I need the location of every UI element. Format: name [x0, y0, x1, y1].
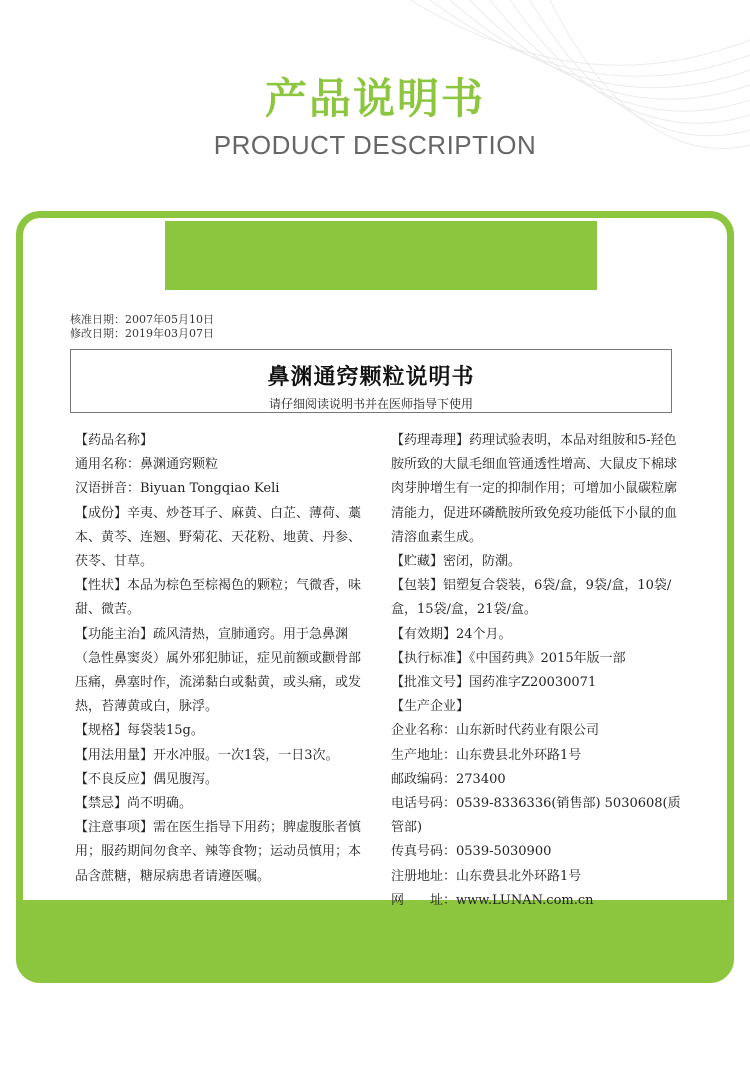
entry-label: 【包装】	[391, 578, 444, 594]
entry-text: 药理试验表明，本品对组胺和5-羟色胺所致的大鼠毛细血管通透性增高、大鼠皮下棉球肉芽肿增生有一定的抑制作用；可增加小鼠碳粒廓清能力，促进环磷酰胺所致免疫功能低下小鼠的血清溶血素生成。	[391, 433, 678, 545]
entry-text: 铝塑复合袋装，6袋/盒，9袋/盒，10袋/盒，15袋/盒，21袋/盒。	[391, 578, 672, 618]
entry-label: 【性状】	[75, 578, 128, 594]
entry-label: 【规格】	[75, 723, 128, 739]
entry-label: 【禁忌】	[75, 796, 128, 812]
entry-text: 尚不明确。	[127, 796, 193, 812]
entry-text: 开水冲服。一次1袋，一日3次。	[153, 747, 339, 763]
entry-label: 【有效期】	[391, 626, 457, 642]
entry-text: 邮政编码：273400	[391, 771, 506, 787]
entry-pinyin	[75, 477, 365, 501]
entry-description	[75, 574, 365, 622]
entry-manufacturer	[391, 695, 683, 719]
entry-contraindications	[75, 792, 365, 816]
entry-text: 国药准字Z20030071	[469, 675, 597, 691]
entry-packaging	[391, 574, 683, 622]
entry-text: 辛夷、炒苍耳子、麻黄、白芷、薄荷、藁本、黄芩、连翘、野菊花、天花粉、地黄、丹参、茯苓、甘草。	[75, 505, 362, 570]
usage-notice: 请仔细阅读说明书并在医师指导下使用	[268, 397, 473, 411]
entry-label: 【执行标准】	[391, 650, 470, 666]
entry-fax	[391, 840, 683, 864]
entry-text: 企业名称：山东新时代药业有限公司	[391, 723, 600, 739]
entry-label: 【药理毒理】	[391, 433, 470, 448]
entry-text: 通用名称：鼻渊通窍颗粒	[75, 457, 219, 473]
entry-text: 电话号码：0539-8336336(销售部) 5030608(质管部)	[391, 796, 681, 836]
entry-label: 【用法用量】	[75, 747, 154, 763]
entry-text: 网 址：www.LUNAN.com.cn	[391, 892, 594, 908]
revision-date: 修改日期：2019年03月07日	[70, 327, 214, 340]
entry-drug-name	[75, 429, 365, 453]
entry-company-name	[391, 719, 683, 743]
entry-text: 传真号码：0539-5030900	[391, 844, 552, 860]
entry-label: 【成份】	[75, 505, 128, 521]
approval-date: 核准日期：2007年05月10日	[70, 313, 214, 326]
entry-storage	[391, 550, 683, 574]
entry-specification	[75, 719, 365, 743]
entry-label: 【药品名称】	[75, 433, 154, 448]
header-tab	[165, 221, 597, 290]
approval-dates	[70, 313, 214, 341]
entry-text: 生产地址：山东费县北外环路1号	[391, 747, 582, 763]
document-title: 鼻渊通窍颗粒说明书	[267, 365, 475, 390]
entry-text: 《中国药典》2015年版一部	[469, 650, 626, 666]
entry-label: 【注意事项】	[75, 820, 154, 836]
entry-text: 每袋装15g。	[127, 723, 204, 739]
left-column	[75, 429, 365, 889]
entry-text: 偶见腹泻。	[153, 771, 219, 787]
entry-approval-number	[391, 671, 683, 695]
entry-label: 【不良反应】	[75, 771, 154, 787]
entry-text: 汉语拼音：Biyuan Tongqiao Keli	[75, 481, 280, 497]
entry-precautions	[75, 816, 365, 889]
page-subtitle: PRODUCT DESCRIPTION	[213, 130, 537, 160]
entry-ingredients	[75, 502, 365, 575]
entry-text: 密闭，防潮。	[443, 554, 522, 570]
entry-production-address	[391, 744, 683, 768]
entry-website	[391, 889, 683, 913]
entry-phone	[391, 792, 683, 840]
entry-shelf-life	[391, 623, 683, 647]
entry-label: 【贮藏】	[391, 554, 444, 570]
page-title: 产品说明书	[264, 74, 485, 123]
entry-text: 24个月。	[456, 626, 512, 642]
entry-label: 【功能主治】	[75, 626, 154, 642]
entry-text: 注册地址：山东费县北外环路1号	[391, 868, 582, 884]
right-column	[391, 429, 683, 913]
entry-indications	[75, 623, 365, 720]
entry-adverse-reactions	[75, 768, 365, 792]
entry-registered-address	[391, 865, 683, 889]
entry-label: 【批准文号】	[391, 675, 470, 691]
entry-standard	[391, 647, 683, 671]
entry-text: 疏风清热，宣肺通窍。用于急鼻渊（急性鼻窦炎）属外邪犯肺证，症见前额或颧骨部压痛，鼻塞时作，流涕黏白或黏黄，或头痛，或发热，苔薄黄或白，脉浮。	[75, 626, 362, 715]
entry-text: 本品为棕色至棕褐色的颗粒；气微香，味甜、微苦。	[75, 578, 362, 618]
entry-label: 【生产企业】	[391, 699, 470, 715]
entry-pharmacology	[391, 429, 683, 550]
entry-text: 需在医生指导下用药；脾虚腹胀者慎用；服药期间勿食辛、辣等食物；运动员慎用；本品含蔗糖，糖尿病患者请遵医嘱。	[75, 820, 362, 884]
entry-dosage	[75, 744, 365, 768]
entry-generic-name	[75, 453, 365, 477]
document-title-box	[70, 349, 672, 413]
entry-postal-code	[391, 768, 683, 792]
